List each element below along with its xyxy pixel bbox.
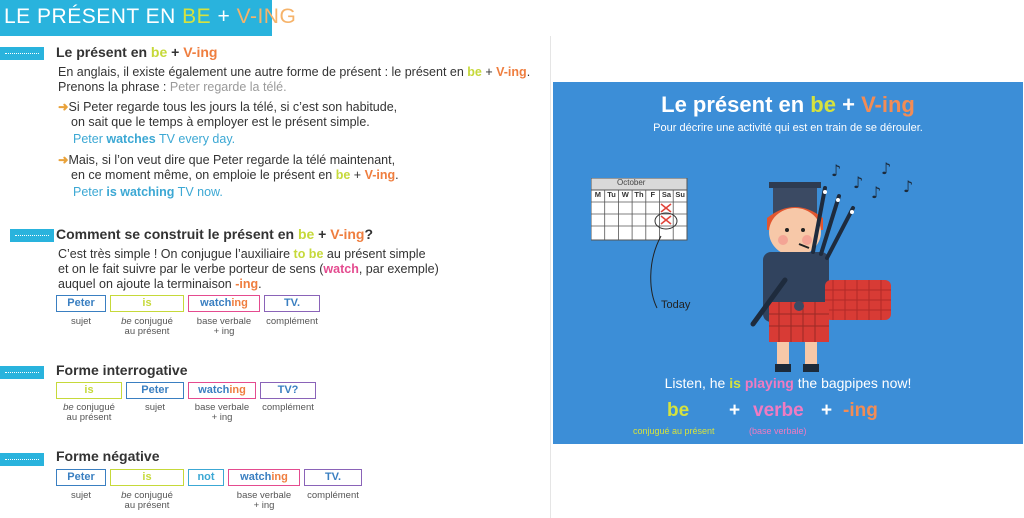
calendar-day: F <box>650 190 656 199</box>
text: Si Peter regarde tous les jours la télé, si c’est son habitude, <box>68 100 398 114</box>
verb-ing: ing <box>271 471 288 483</box>
caption-complement: complément <box>262 402 314 413</box>
caption-text: base verbale <box>194 402 250 413</box>
svg-text:♪: ♪ <box>881 159 892 178</box>
caption-text: + ing <box>213 326 235 337</box>
caption-be-word: be <box>63 402 74 413</box>
left-page <box>0 36 551 518</box>
text-be: be <box>335 168 351 182</box>
heading-plus: + <box>314 226 331 242</box>
text: Mais, si l’on veut dire que Peter regarde la télé maintenant, <box>68 153 396 167</box>
caption-complement: complément <box>266 316 318 327</box>
caption-text: + ing <box>253 500 275 511</box>
example-verb: is watching <box>106 185 175 199</box>
box-verb <box>188 382 256 399</box>
formula-ing: -ing <box>843 400 878 421</box>
verb-base: watch <box>200 297 232 309</box>
example-2 <box>73 185 223 199</box>
heading-be: be <box>150 44 168 60</box>
bullet-2-line-2 <box>71 168 399 183</box>
svg-text:♪: ♪ <box>871 183 882 202</box>
verb-ing: ing <box>229 384 246 396</box>
heading-ving: V-ing <box>330 226 365 242</box>
example-french: Peter regarde la télé. <box>169 80 287 94</box>
caption-verb <box>188 317 260 337</box>
verb-ing: ing <box>231 297 248 309</box>
box-verb <box>188 295 260 312</box>
sentence-text: the bagpipes now! <box>793 375 912 391</box>
calendar-day: Sa <box>661 190 672 199</box>
caption-text: conjugué <box>73 402 115 413</box>
title-plus: + <box>211 5 237 28</box>
box-complement: TV? <box>260 382 316 399</box>
heading-plus: + <box>167 44 184 60</box>
calendar-month: October <box>617 178 646 187</box>
box-complement: TV. <box>264 295 320 312</box>
calendar-days <box>591 190 687 199</box>
today-label: Today <box>661 299 691 311</box>
box-be: is <box>110 469 184 486</box>
section3-heading: Forme interrogative <box>56 362 188 378</box>
calendar-day: Tu <box>607 190 616 199</box>
box-be: is <box>56 382 122 399</box>
caption-text: conjugué <box>131 316 173 327</box>
section1-paragraph-2 <box>58 80 287 95</box>
caption-complement: complément <box>307 490 359 501</box>
text: Prenons la phrase : <box>58 80 170 94</box>
caption-be <box>110 317 184 337</box>
section4-heading: Forme négative <box>56 448 160 464</box>
caption-text: conjugué <box>131 490 173 501</box>
title-ving: V-ING <box>236 5 297 28</box>
bullet-1 <box>58 100 397 115</box>
heading-text: Comment se construit le présent en <box>56 226 298 242</box>
formula-verbe-caption: (base verbale) <box>749 426 807 436</box>
sentence-text: Listen, he <box>664 375 730 391</box>
title-be: be <box>810 92 836 117</box>
text: Peter <box>73 132 107 146</box>
caption-verb <box>188 403 256 423</box>
caption-verb <box>228 491 300 511</box>
text-to-be: to be <box>293 247 324 261</box>
text: au présent simple <box>323 247 426 261</box>
heading-ving: V-ing <box>183 44 218 60</box>
text: et on le fait suivre par le verbe porteur de sens ( <box>58 262 324 276</box>
text: en ce moment même, on emploie le présent en <box>71 168 336 182</box>
text-end: . <box>395 168 399 182</box>
text: TV now. <box>174 185 223 199</box>
formula-plus: + <box>729 400 741 421</box>
title-be: BE <box>182 5 212 28</box>
panel-subtitle: Pour décrire une activité qui est en train de se dérouler. <box>653 122 923 134</box>
verb-base: watch <box>198 384 230 396</box>
caption-text: au présent <box>66 412 112 423</box>
calendar-day: W <box>621 190 629 199</box>
calendar-day: Th <box>634 190 644 199</box>
section-marker <box>10 229 54 242</box>
arrow-icon: ➜ <box>58 153 69 167</box>
text-ing: -ing <box>235 277 259 291</box>
calendar-day: Su <box>675 190 685 199</box>
text-watch: watch <box>323 262 359 276</box>
box-complement: TV. <box>304 469 362 486</box>
text-be: be <box>467 65 482 79</box>
section-marker <box>0 47 44 60</box>
text: . <box>258 277 262 291</box>
box-subject: Peter <box>126 382 184 399</box>
example-1 <box>73 132 235 146</box>
svg-text:♪: ♪ <box>831 161 842 180</box>
section1-paragraph-1 <box>58 65 530 80</box>
illustration-panel <box>553 82 1023 444</box>
section1-heading <box>56 44 217 60</box>
heading-be: be <box>297 226 315 242</box>
formula-plus: + <box>821 400 833 421</box>
formula-be: be <box>667 400 690 421</box>
page-title <box>4 5 296 29</box>
text: auquel on ajoute la terminaison <box>58 277 236 291</box>
svg-text:♪: ♪ <box>903 177 913 196</box>
caption-text: base verbale <box>236 490 292 501</box>
title-part: LE PRÉSENT EN <box>4 5 183 28</box>
caption-subject: sujet <box>70 490 92 501</box>
caption-text: au présent <box>124 500 170 511</box>
verb-base: watch <box>240 471 272 483</box>
heading-text: Le présent en <box>56 44 151 60</box>
caption-text: au présent <box>124 326 170 337</box>
title-text: Le présent en <box>661 92 811 117</box>
caption-text: base verbale <box>196 316 252 327</box>
text-plus: + <box>350 168 365 182</box>
box-be: is <box>110 295 184 312</box>
caption-subject: sujet <box>144 402 166 413</box>
bagpiper-illustration <box>713 152 913 377</box>
section-marker <box>0 366 44 379</box>
caption-subject: sujet <box>70 316 92 327</box>
svg-text:♪: ♪ <box>853 173 864 192</box>
section2-line-3 <box>58 277 262 292</box>
title-banner <box>0 0 297 36</box>
arrow-icon: ➜ <box>58 100 69 114</box>
text-end: . <box>526 65 531 79</box>
text-plus: + <box>481 65 497 79</box>
panel-title <box>553 92 1023 118</box>
calendar-day: M <box>594 190 601 199</box>
heading-q: ? <box>364 226 374 242</box>
caption-be <box>56 403 122 423</box>
formula-be-caption: conjugué au présent <box>633 426 715 436</box>
section2-line-2 <box>58 262 439 277</box>
bullet-2 <box>58 153 395 168</box>
sentence-playing: playing <box>744 375 794 391</box>
caption-be <box>110 491 184 511</box>
text: En anglais, il existe également une autre forme de présent : le présent en <box>58 65 468 79</box>
title-ving: V-ing <box>861 92 915 117</box>
caption-be-word: be <box>121 490 132 501</box>
caption-text: + ing <box>211 412 233 423</box>
sentence-is: is <box>729 375 741 391</box>
example-sentence <box>553 375 1023 391</box>
bullet-1-line-2: on sait que le temps à employer est le présent simple. <box>71 115 370 129</box>
formula-verbe: verbe <box>753 400 804 421</box>
box-subject: Peter <box>56 469 106 486</box>
box-not: not <box>188 469 224 486</box>
text-ving: V-ing <box>364 168 396 182</box>
text: TV every day. <box>155 132 236 146</box>
text: Peter <box>73 185 107 199</box>
section2-line-1 <box>58 247 426 262</box>
text: C’est très simple ! On conjugue l’auxiliaire <box>58 247 294 261</box>
caption-be-word: be <box>121 316 132 327</box>
section2-heading <box>56 226 373 242</box>
text: , par exemple) <box>358 262 439 276</box>
box-subject: Peter <box>56 295 106 312</box>
text-ving: V-ing <box>496 65 527 79</box>
title-plus: + <box>835 92 862 117</box>
box-verb <box>228 469 300 486</box>
example-verb: watches <box>106 132 156 146</box>
section-marker <box>0 453 44 466</box>
